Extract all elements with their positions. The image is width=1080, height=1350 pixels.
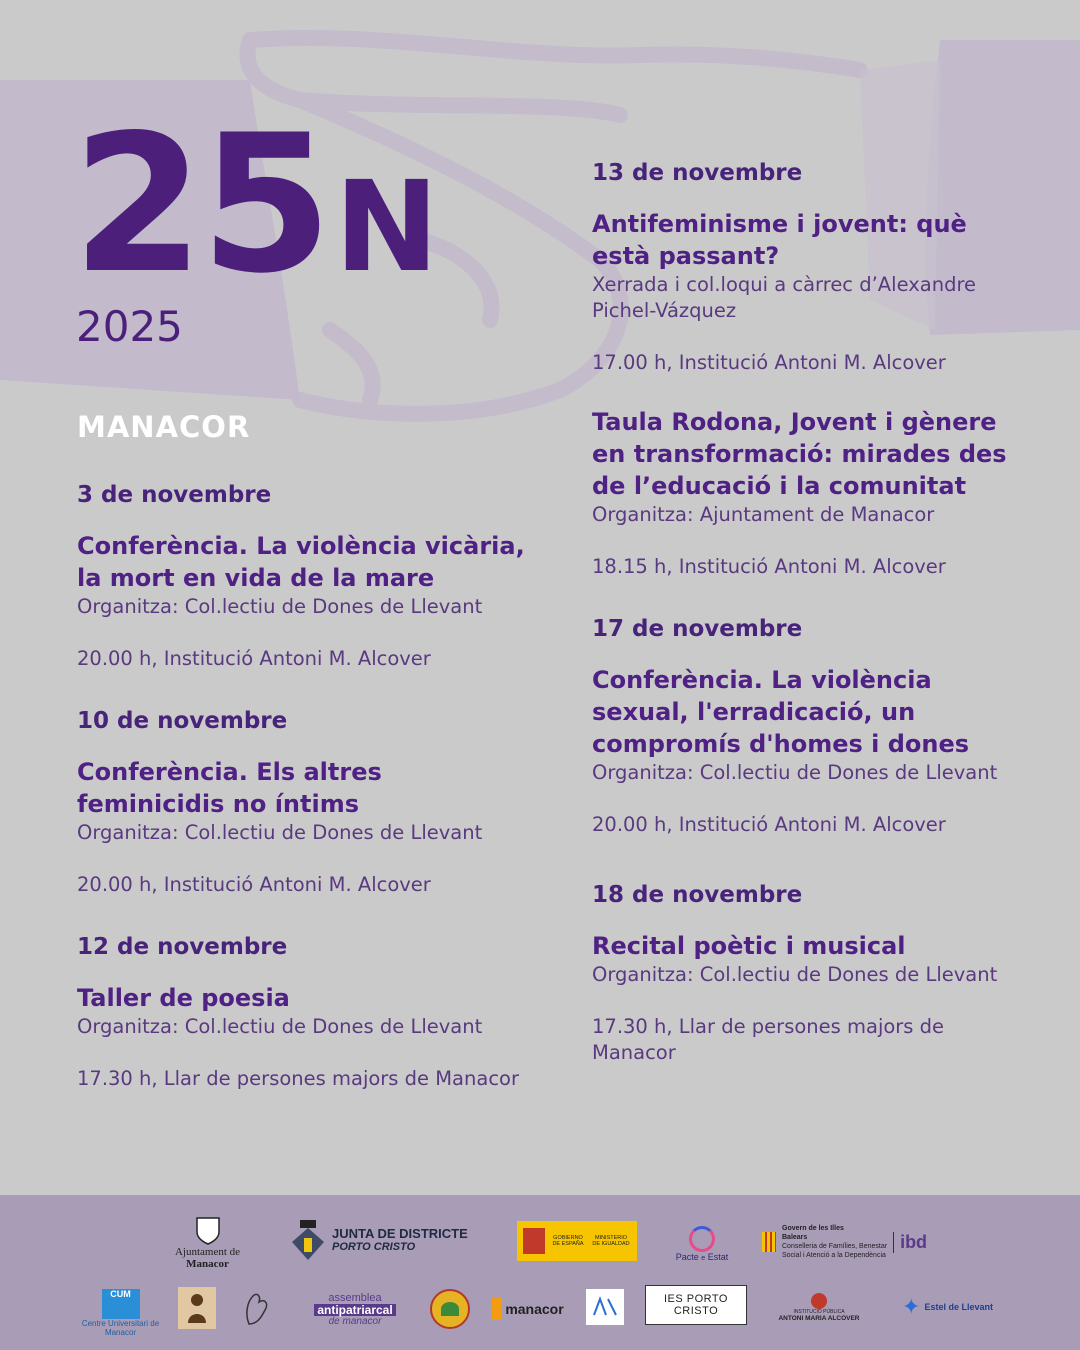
event-time: 20.00 h, Institució Antoni M. Alcover	[77, 873, 431, 896]
event-organizer: Organitza: Ajuntament de Manacor	[592, 503, 935, 526]
event-item	[77, 482, 537, 672]
event-date: 17 de novembre	[592, 616, 803, 642]
event-time: 17.00 h, Institució Antoni M. Alcover	[592, 351, 946, 374]
event-title: Recital poètic i musical	[592, 932, 906, 960]
event-time: 20.00 h, Institució Antoni M. Alcover	[77, 647, 431, 670]
bar-icon	[492, 1298, 502, 1320]
event-item	[77, 934, 537, 1092]
event-item	[77, 708, 537, 898]
event-time: 20.00 h, Institució Antoni M. Alcover	[592, 813, 946, 836]
event-title: Antifeminisme i jovent: què està passant?	[592, 210, 967, 270]
event-item	[592, 406, 1012, 580]
flag-icon	[762, 1232, 776, 1252]
event-title: Conferència. La violència vicària, la mort en vida de la mare	[77, 532, 525, 592]
logo-assemblea-antipatriarcal: assemblea antipatriarcal de manacor	[300, 1291, 410, 1329]
city-heading: MANACOR	[77, 410, 251, 444]
event-item	[592, 882, 1012, 1066]
event-time: 18.15 h, Institució Antoni M. Alcover	[592, 555, 946, 578]
event-date: 13 de novembre	[592, 160, 803, 186]
logo-govern-illes-balears: Govern de les Illes Balears Conselleria de Famílies, Benestar Social i Atenció a la Dependència ibd	[762, 1219, 942, 1265]
event-organizer: Organitza: Col.lectiu de Dones de Llevant	[77, 1015, 483, 1038]
logo-centre-universitari: CUM Centre Universitari de Manacor	[81, 1289, 160, 1337]
logo-junta-districte: JUNTA DE DISTRICTE PORTO CRISTO	[290, 1213, 480, 1265]
logo-ies-porto-cristo: IES PORTO CRISTO	[645, 1285, 747, 1325]
round-mark-icon	[811, 1293, 827, 1309]
event-year: 2025	[76, 302, 183, 351]
hand-icon	[239, 1288, 275, 1328]
logo-ajuntament-manacor: Ajuntament de Manacor	[165, 1213, 250, 1273]
coat-of-arms-icon	[523, 1228, 545, 1254]
logo-pacte-estat: Pacte e Estat	[672, 1221, 732, 1267]
event-title: Conferència. Els altres feminicidis no íntims	[77, 758, 382, 818]
circle-icon	[689, 1226, 715, 1252]
event-organizer: Organitza: Col.lectiu de Dones de Llevant	[77, 595, 483, 618]
event-item	[592, 160, 1012, 376]
event-letter: N	[334, 155, 440, 300]
letters-icon	[590, 1293, 620, 1321]
tree-icon	[441, 1302, 459, 1316]
left-column	[77, 482, 537, 1092]
event-title: Taula Rodona, Jovent i gènere en transformació: mirades des de l’educació i la comunitat	[592, 408, 1007, 500]
event-organizer: Organitza: Col.lectiu de Dones de Llevant	[592, 761, 998, 784]
event-organizer: Xerrada i col.loqui a càrrec d’Alexandre Pichel-Vázquez	[592, 273, 977, 322]
figure-icon	[182, 1291, 212, 1325]
logo-institucio-alcover: INSTITUCIÓ PÚBLICA ANTONI MARIA ALCOVER	[768, 1287, 870, 1327]
star-icon: ✦	[902, 1294, 921, 1319]
event-organizer: Organitza: Col.lectiu de Dones de Llevant	[77, 821, 483, 844]
logo-estel-llevant: ✦ Estel de Llevant	[902, 1294, 993, 1319]
right-column	[592, 160, 1012, 1066]
event-date: 18 de novembre	[592, 882, 803, 908]
logo-ministerio-igualdad: GOBIERNO DE ESPAÑA MINISTERIO DE IGUALDAD	[517, 1221, 637, 1261]
logo-club-round	[430, 1289, 470, 1329]
event-title: Taller de poesia	[77, 984, 290, 1012]
event-time: 17.30 h, Llar de persones majors de Manacor	[592, 1015, 945, 1064]
event-number: 25N	[72, 94, 440, 315]
event-date: 3 de novembre	[77, 482, 272, 508]
sponsor-footer	[0, 1195, 1080, 1350]
event-item	[592, 616, 1012, 838]
tower-icon	[290, 1216, 326, 1262]
event-date: 12 de novembre	[77, 934, 288, 960]
logo-ampa	[586, 1289, 624, 1325]
event-time: 17.30 h, Llar de persones majors de Manacor	[77, 1067, 519, 1090]
logo-hand-drawn	[236, 1287, 278, 1329]
shield-icon	[195, 1216, 221, 1246]
event-organizer: Organitza: Col.lectiu de Dones de Llevant	[592, 963, 998, 986]
event-title: Conferència. La violència sexual, l'erradicació, un compromís d'homes i dones	[592, 666, 970, 758]
logo-manacor: manacor	[492, 1291, 564, 1327]
logo-dones-llevant	[178, 1287, 216, 1329]
event-date: 10 de novembre	[77, 708, 288, 734]
